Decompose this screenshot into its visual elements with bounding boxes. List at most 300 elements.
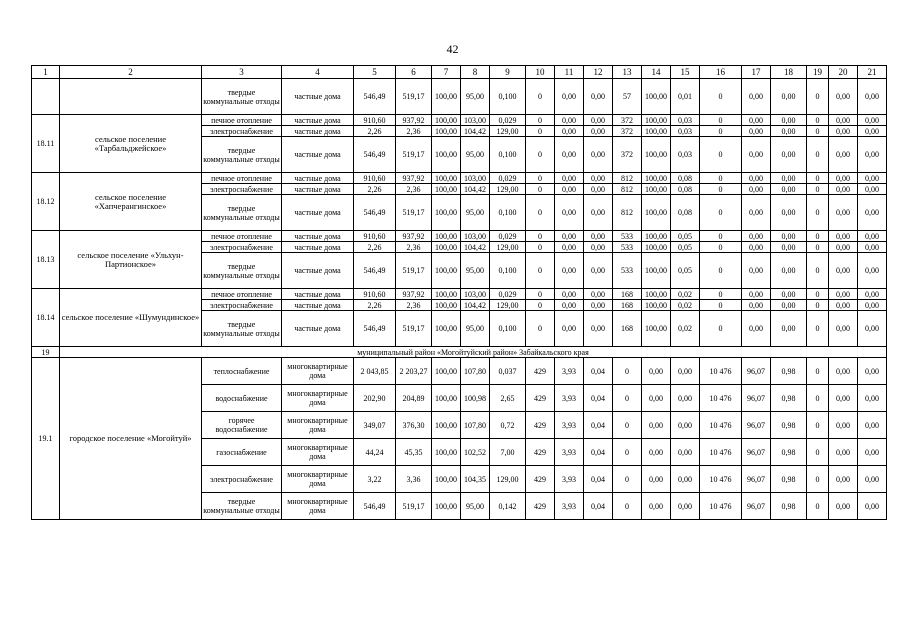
table-cell: 96,07 (742, 412, 771, 439)
table-cell: 0,00 (742, 126, 771, 137)
table-row (32, 231, 887, 242)
table-cell: 0,00 (829, 253, 858, 289)
table-cell: 3,93 (555, 412, 584, 439)
table-cell: 104,42 (461, 300, 490, 311)
table-cell: частные дома (282, 126, 354, 137)
table-cell: 0,00 (742, 184, 771, 195)
table-cell: 546,49 (354, 137, 396, 173)
settlement-name: городское поселение «Могойтуй» (60, 358, 202, 520)
table-cell: 0,00 (858, 412, 887, 439)
table-cell: 0,00 (555, 242, 584, 253)
table-cell: твердые коммунальные отходы (202, 195, 282, 231)
table-cell: 100,00 (642, 253, 671, 289)
table-cell: 0,00 (858, 253, 887, 289)
table-cell: 0,00 (555, 311, 584, 347)
table-cell: 0 (700, 311, 742, 347)
table-cell: 372 (613, 126, 642, 137)
table-cell: 0,00 (584, 79, 613, 115)
table-row (32, 115, 887, 126)
table-cell: 2,65 (490, 385, 526, 412)
table-cell: 0,00 (555, 79, 584, 115)
table-cell: 0,00 (671, 412, 700, 439)
table-cell: 0,00 (829, 115, 858, 126)
table-cell: 0 (526, 231, 555, 242)
table-cell: частные дома (282, 195, 354, 231)
table-cell: 100,00 (432, 126, 461, 137)
table-cell: 100,00 (432, 412, 461, 439)
table-cell: 0 (526, 289, 555, 300)
row-number: 18.11 (32, 115, 60, 173)
table-cell: 0,00 (858, 300, 887, 311)
table-cell: 0,00 (858, 493, 887, 520)
table-cell: 100,00 (432, 231, 461, 242)
table-cell: 2,36 (396, 184, 432, 195)
table-cell: электроснабжение (202, 466, 282, 493)
table-cell: 2,26 (354, 300, 396, 311)
table-cell: 0,00 (829, 184, 858, 195)
table-cell: 103,00 (461, 115, 490, 126)
table-cell: 429 (526, 466, 555, 493)
table-cell: частные дома (282, 300, 354, 311)
table-cell: 0,04 (584, 466, 613, 493)
column-header: 9 (490, 66, 526, 79)
table-cell: 0,00 (742, 311, 771, 347)
table-cell: частные дома (282, 242, 354, 253)
table-cell: 0,00 (829, 195, 858, 231)
table-cell: 0,04 (584, 412, 613, 439)
table-cell: 0,00 (584, 311, 613, 347)
table-cell: 519,17 (396, 311, 432, 347)
table-cell: 376,30 (396, 412, 432, 439)
column-header: 2 (60, 66, 202, 79)
table-cell: 0 (807, 466, 829, 493)
table-cell: 2,36 (396, 300, 432, 311)
table-cell: 0 (526, 300, 555, 311)
table-cell: 812 (613, 184, 642, 195)
column-header: 21 (858, 66, 887, 79)
table-cell: 546,49 (354, 195, 396, 231)
table-cell: 129,00 (490, 300, 526, 311)
table-cell: 0 (526, 184, 555, 195)
table-cell: 0,00 (742, 173, 771, 184)
table-cell: 0,00 (771, 115, 807, 126)
table-cell: твердые коммунальные отходы (202, 493, 282, 520)
table-cell: 100,00 (432, 466, 461, 493)
row-number: 19 (32, 347, 60, 358)
table-cell: 95,00 (461, 137, 490, 173)
table-cell: 519,17 (396, 79, 432, 115)
table-cell: 0 (526, 137, 555, 173)
table-cell: твердые коммунальные отходы (202, 137, 282, 173)
table-cell: 2 043,85 (354, 358, 396, 385)
table-cell (60, 79, 202, 115)
table-cell: 0,98 (771, 385, 807, 412)
table-cell: 2,26 (354, 184, 396, 195)
table-cell: 0,00 (829, 173, 858, 184)
table-cell: 0,00 (742, 79, 771, 115)
table-cell: 10 476 (700, 358, 742, 385)
table-cell: 0,04 (584, 385, 613, 412)
table-cell: 0 (807, 173, 829, 184)
table-cell: 0,08 (671, 173, 700, 184)
table-cell: 100,00 (432, 300, 461, 311)
table-cell: 0 (700, 289, 742, 300)
table-cell: 0,02 (671, 300, 700, 311)
table-cell: печное отопление (202, 115, 282, 126)
table-cell: многоквартирные дома (282, 385, 354, 412)
table-cell: 44,24 (354, 439, 396, 466)
table-cell: 0 (526, 195, 555, 231)
table-cell: 937,92 (396, 231, 432, 242)
table-cell: 0 (807, 412, 829, 439)
table-cell: 3,22 (354, 466, 396, 493)
column-header: 8 (461, 66, 490, 79)
table-cell: 0 (700, 184, 742, 195)
table-cell: 0 (700, 137, 742, 173)
table-cell: 0,00 (858, 289, 887, 300)
table-cell: 129,00 (490, 184, 526, 195)
table-cell: 107,80 (461, 358, 490, 385)
table-cell: 0,00 (584, 115, 613, 126)
table-cell: 0,00 (584, 231, 613, 242)
table-cell: 100,98 (461, 385, 490, 412)
table-cell: 0,00 (742, 300, 771, 311)
table-cell: 100,00 (432, 79, 461, 115)
table-cell: 0 (807, 289, 829, 300)
table-cell: 0,00 (584, 126, 613, 137)
table-cell: 0 (700, 126, 742, 137)
table-cell: 0,00 (858, 358, 887, 385)
column-header: 11 (555, 66, 584, 79)
table-cell: 103,00 (461, 231, 490, 242)
table-cell: 0,100 (490, 311, 526, 347)
table-cell: 812 (613, 195, 642, 231)
table-cell: 0,00 (671, 466, 700, 493)
table-cell: 0,00 (555, 137, 584, 173)
table-cell: 0 (526, 79, 555, 115)
table-cell: 812 (613, 173, 642, 184)
table-cell: 95,00 (461, 79, 490, 115)
table-cell: электроснабжение (202, 242, 282, 253)
header-row (32, 66, 887, 79)
table-cell: 0,00 (584, 242, 613, 253)
table-cell: 0,02 (671, 311, 700, 347)
table-cell: 519,17 (396, 137, 432, 173)
table-cell: 0,00 (742, 137, 771, 173)
table-cell: 0 (700, 231, 742, 242)
table-cell: 10 476 (700, 385, 742, 412)
table-cell: 2,26 (354, 126, 396, 137)
table-cell: печное отопление (202, 231, 282, 242)
table-cell: 100,00 (642, 289, 671, 300)
table-cell: 0 (613, 385, 642, 412)
table-cell: многоквартирные дома (282, 412, 354, 439)
table-cell: 0,00 (555, 231, 584, 242)
table-cell: 168 (613, 300, 642, 311)
table-cell: 910,60 (354, 173, 396, 184)
table-cell: 0 (807, 493, 829, 520)
table-cell: 0,00 (742, 253, 771, 289)
table-cell: 546,49 (354, 311, 396, 347)
table-cell: 0,00 (671, 493, 700, 520)
tariff-table (31, 65, 887, 520)
table-cell: 429 (526, 439, 555, 466)
table-cell: частные дома (282, 184, 354, 195)
table-cell: частные дома (282, 137, 354, 173)
table-cell: 100,00 (642, 195, 671, 231)
table-cell: 910,60 (354, 289, 396, 300)
table-cell: 96,07 (742, 385, 771, 412)
table-cell: 104,42 (461, 242, 490, 253)
table-cell: 372 (613, 137, 642, 173)
table-cell: 168 (613, 289, 642, 300)
table-cell: 0,00 (584, 289, 613, 300)
row-number: 18.13 (32, 231, 60, 289)
table-cell: 100,00 (432, 195, 461, 231)
table-cell: 0 (526, 126, 555, 137)
table-cell: 0,05 (671, 242, 700, 253)
table-cell: 204,89 (396, 385, 432, 412)
table-cell: 100,00 (432, 115, 461, 126)
table-cell: 0,00 (642, 466, 671, 493)
table-cell: 533 (613, 231, 642, 242)
table-row (32, 173, 887, 184)
table-cell: 0,00 (771, 311, 807, 347)
table-row (32, 79, 887, 115)
column-header: 1 (32, 66, 60, 79)
table-cell: 0,98 (771, 493, 807, 520)
table-cell: 10 476 (700, 493, 742, 520)
table-cell: 0,02 (671, 289, 700, 300)
table-cell: 0,00 (858, 79, 887, 115)
table-cell: 0,98 (771, 412, 807, 439)
table-cell: 0,00 (829, 300, 858, 311)
table-cell: 3,93 (555, 385, 584, 412)
table-row (32, 358, 887, 385)
table-cell: 45,35 (396, 439, 432, 466)
table-cell: твердые коммунальные отходы (202, 253, 282, 289)
column-header: 17 (742, 66, 771, 79)
table-cell: 0,00 (858, 126, 887, 137)
table-cell: 95,00 (461, 311, 490, 347)
table-cell: 0,08 (671, 184, 700, 195)
table-cell: 0,01 (671, 79, 700, 115)
table-cell: 0,00 (742, 115, 771, 126)
table-cell: 103,00 (461, 289, 490, 300)
table-cell: 429 (526, 412, 555, 439)
column-header: 18 (771, 66, 807, 79)
table-cell: 0,00 (742, 195, 771, 231)
table-cell: 0,00 (829, 385, 858, 412)
table-cell: 546,49 (354, 493, 396, 520)
table-cell: 0,100 (490, 137, 526, 173)
table-cell: 0,03 (671, 126, 700, 137)
table-cell: многоквартирные дома (282, 493, 354, 520)
table-cell: 0 (807, 439, 829, 466)
table-cell: 0,00 (858, 439, 887, 466)
table-cell: 0 (807, 231, 829, 242)
table-cell: 0,00 (858, 195, 887, 231)
table-cell: 0 (807, 137, 829, 173)
table-cell: 103,00 (461, 173, 490, 184)
table-cell: 0,00 (858, 173, 887, 184)
table-cell: 0,100 (490, 195, 526, 231)
table-cell: 546,49 (354, 253, 396, 289)
column-header: 4 (282, 66, 354, 79)
table-cell: 533 (613, 242, 642, 253)
table-cell: частные дома (282, 173, 354, 184)
table-cell: 0,03 (671, 115, 700, 126)
table-cell: горячее водоснабжение (202, 412, 282, 439)
table-cell: 0,00 (742, 289, 771, 300)
table-cell: 0,00 (829, 126, 858, 137)
table-cell: 100,00 (432, 253, 461, 289)
column-header: 15 (671, 66, 700, 79)
table-cell: 0,00 (555, 300, 584, 311)
table-cell: частные дома (282, 253, 354, 289)
table-cell: частные дома (282, 115, 354, 126)
table-cell: 100,00 (432, 493, 461, 520)
table-cell: 519,17 (396, 195, 432, 231)
table-cell: 0 (807, 184, 829, 195)
region-title: муниципальный район «Могойтуйский район» Забайкальского края (60, 347, 887, 358)
table-cell: 100,00 (642, 79, 671, 115)
table-cell: 100,00 (642, 311, 671, 347)
table-cell: 0 (807, 300, 829, 311)
table-cell: 910,60 (354, 231, 396, 242)
table-cell: 0,029 (490, 231, 526, 242)
column-header: 12 (584, 66, 613, 79)
table-cell: 0,00 (771, 126, 807, 137)
table-cell: твердые коммунальные отходы (202, 79, 282, 115)
region-row (32, 347, 887, 358)
table-cell: многоквартирные дома (282, 439, 354, 466)
table-cell: 96,07 (742, 358, 771, 385)
table-cell: 0,029 (490, 173, 526, 184)
table-cell: 100,00 (432, 289, 461, 300)
column-header: 7 (432, 66, 461, 79)
column-header: 19 (807, 66, 829, 79)
table-cell: 0,00 (858, 311, 887, 347)
table-cell: 95,00 (461, 253, 490, 289)
table-cell: 0,00 (671, 439, 700, 466)
table-cell: многоквартирные дома (282, 466, 354, 493)
table-cell: 0 (700, 253, 742, 289)
table-cell: 0,03 (671, 137, 700, 173)
table-cell: 100,00 (642, 115, 671, 126)
table-cell: 0 (526, 253, 555, 289)
table-cell: 0 (526, 115, 555, 126)
table-cell: 0,00 (584, 195, 613, 231)
page-number: 42 (446, 42, 459, 56)
table-cell: 0,00 (829, 231, 858, 242)
row-number: 18.12 (32, 173, 60, 231)
table-cell: 0 (700, 195, 742, 231)
table-cell: печное отопление (202, 173, 282, 184)
table-cell: 0 (526, 173, 555, 184)
table-cell: 10 476 (700, 466, 742, 493)
table-cell (32, 79, 60, 115)
table-cell: 0,00 (771, 184, 807, 195)
table-cell: 0 (700, 173, 742, 184)
table-cell: 0,00 (858, 385, 887, 412)
table-cell: 0,00 (555, 289, 584, 300)
table-cell: 0,00 (829, 493, 858, 520)
table-cell: 100,00 (642, 242, 671, 253)
table-cell: 100,00 (432, 439, 461, 466)
table-cell: 100,00 (432, 311, 461, 347)
table-cell: твердые коммунальные отходы (202, 311, 282, 347)
table-cell: 0,00 (829, 439, 858, 466)
table-cell: 0,00 (555, 184, 584, 195)
column-header: 16 (700, 66, 742, 79)
table-cell: 0,00 (555, 115, 584, 126)
table-cell: 533 (613, 253, 642, 289)
table-cell: 0,04 (584, 439, 613, 466)
table-cell: 3,93 (555, 439, 584, 466)
table-cell: 0,00 (584, 253, 613, 289)
table-cell: 10 476 (700, 412, 742, 439)
table-cell: 0 (807, 311, 829, 347)
table-cell: 0,00 (584, 300, 613, 311)
table-cell: 0 (807, 358, 829, 385)
table-cell: 96,07 (742, 466, 771, 493)
table-cell: 372 (613, 115, 642, 126)
table-cell: 0,00 (742, 231, 771, 242)
table-cell: 129,00 (490, 242, 526, 253)
table-cell: 429 (526, 493, 555, 520)
table-cell: 0,00 (584, 137, 613, 173)
table-cell: 0,00 (642, 439, 671, 466)
table-cell: 349,07 (354, 412, 396, 439)
table-cell: 104,42 (461, 184, 490, 195)
table-cell: электроснабжение (202, 126, 282, 137)
table-cell: 0 (613, 412, 642, 439)
table-cell: 0,00 (858, 184, 887, 195)
table-cell: 0,029 (490, 115, 526, 126)
settlement-name: сельское поселение «Хапчерангинское» (60, 173, 202, 231)
table-cell: 0,100 (490, 253, 526, 289)
table-cell: 0,00 (584, 173, 613, 184)
table-cell: 0 (807, 253, 829, 289)
column-header: 14 (642, 66, 671, 79)
table-cell: 0,00 (829, 311, 858, 347)
settlement-name: сельское поселение «Ульхун-Партионское» (60, 231, 202, 289)
table-cell: 0,00 (771, 79, 807, 115)
table-cell: 0,00 (829, 358, 858, 385)
table-cell: 429 (526, 358, 555, 385)
table-cell: 3,36 (396, 466, 432, 493)
table-cell: газоснабжение (202, 439, 282, 466)
table-cell: 7,00 (490, 439, 526, 466)
table-cell: 0 (613, 439, 642, 466)
table-cell: 0,100 (490, 79, 526, 115)
table-cell: многоквартирные дома (282, 358, 354, 385)
table-cell: частные дома (282, 289, 354, 300)
table-cell: 0,00 (642, 358, 671, 385)
table-cell: печное отопление (202, 289, 282, 300)
column-header: 10 (526, 66, 555, 79)
table-cell: 100,00 (642, 184, 671, 195)
table-cell: 0,00 (771, 173, 807, 184)
table-cell: 937,92 (396, 115, 432, 126)
table-cell: 0,142 (490, 493, 526, 520)
column-header: 6 (396, 66, 432, 79)
settlement-name: сельское поселение «Тарбальджейское» (60, 115, 202, 173)
table-cell: 100,00 (432, 184, 461, 195)
table-cell: 0,00 (829, 412, 858, 439)
table-cell: 0,98 (771, 358, 807, 385)
